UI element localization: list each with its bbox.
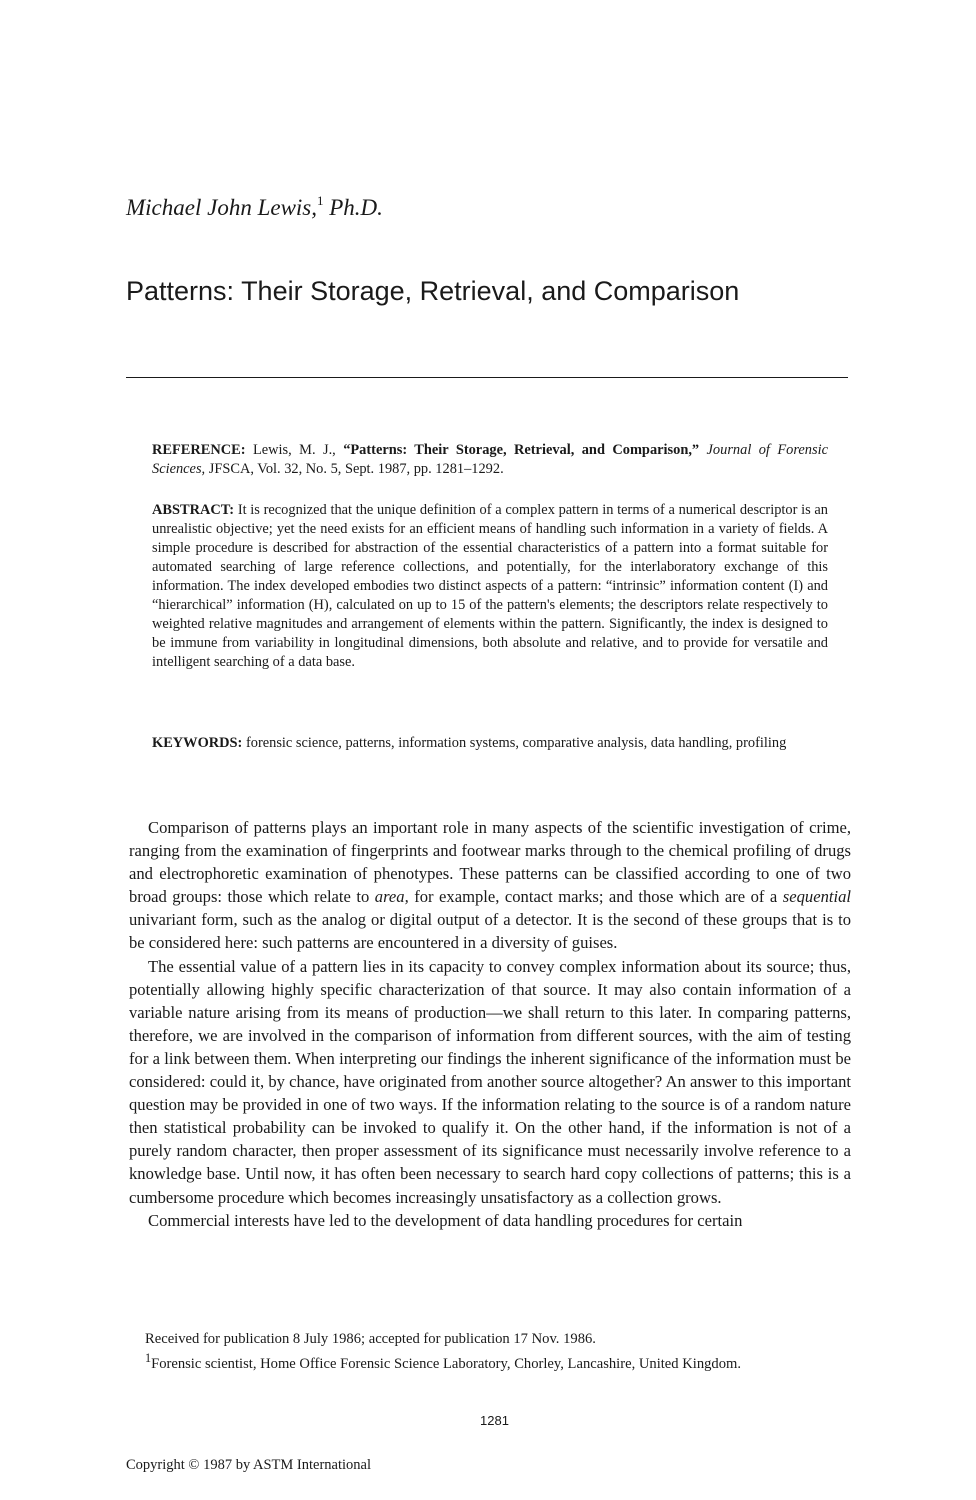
- reference-article-title: “Patterns: Their Storage, Retrieval, and Comparison,”: [343, 442, 700, 458]
- body-text: [129, 816, 851, 1232]
- copyright-notice: Copyright © 1987 by ASTM International: [126, 1457, 372, 1473]
- footnote-affiliation-text: Forensic scientist, Home Office Forensic Science Laboratory, Chorley, Lancashire, United Kingdom.: [151, 1355, 742, 1372]
- keywords-block: [152, 734, 828, 753]
- reference-journal: Journal of Forensic Sciences,: [152, 442, 828, 477]
- footnote-affiliation-mark: 1: [145, 1350, 152, 1365]
- footnotes: [126, 1330, 848, 1373]
- title-divider: [126, 377, 848, 378]
- body-p1-part-b: for example, contact marks; and those which are of a: [414, 887, 778, 907]
- abstract-text: It is recognized that the unique definition of a complex pattern in terms of a numerical descriptor is an unrealistic objective; yet the need exists for an efficient means of handling such information in a variety of fields. A simple procedure is described for abstraction of the essential characteristics of a pattern into a format suitable for automated searching of large reference collections, and potentially, for the interlaboratory exchange of this information. The index developed embodies two distinct aspects of a pattern: “intrinsic” information content (I) and “hierarchical” information (H), calculated on up to 15 of the pattern's elements; the descriptors relate respectively to weighted relative magnitudes and arrangement of elements within the pattern. Significantly, the index is designed to be immune from variability in longitudinal dimensions, both absolute and relative, and to provide for versatile and intelligent searching of a data base.: [152, 502, 828, 670]
- abstract-label: ABSTRACT:: [152, 502, 235, 518]
- body-p1-sequential-emphasis: sequential: [782, 887, 851, 907]
- reference-authors: Lewis, M. J.,: [252, 442, 336, 458]
- page-number: 1281: [480, 1413, 509, 1428]
- reference-label: REFERENCE:: [152, 442, 246, 458]
- reference-details: JFSCA, Vol. 32, No. 5, Sept. 1987, pp. 1281–1292.: [208, 461, 504, 477]
- footnote-received: Received for publication 8 July 1986; accepted for publication 17 Nov. 1986.: [145, 1331, 596, 1347]
- author-degree: Ph.D.: [329, 195, 383, 220]
- author-line: [126, 193, 383, 221]
- body-p1-part-a: Comparison of patterns plays an important role in many aspects of the scientific investigation of crime, ranging from the examination of fingerprints and footwear marks through to the chemical profiling of drugs and electrophoretic examination of phenotypes. These patterns can be classified according to one of two broad groups: those which relate to: [129, 818, 851, 907]
- footnote-affiliation: [126, 1349, 848, 1373]
- author-name: Michael John Lewis,: [126, 195, 317, 220]
- keywords-text: forensic science, patterns, information systems, comparative analysis, data handling, profiling: [245, 735, 787, 751]
- reference-block: [152, 441, 828, 479]
- body-p1-part-c: univariant form, such as the analog or digital output of a detector. It is the second of these groups that is to be considered here: such patterns are encountered in a diversity of guises.: [129, 910, 851, 953]
- body-paragraph-1: [129, 816, 851, 955]
- abstract-block: [152, 501, 828, 672]
- body-paragraph-2: The essential value of a pattern lies in its capacity to convey complex information about its source; thus, potentially allowing highly specific characterization of that source. It may also contain information of a variable nature arising from its means of production—we shall return to this later. In comparing patterns, therefore, we are involved in the comparison of information from different sources, with the aim of testing for a link between them. When interpreting our findings the inherent significance of the information must be considered: could it, by chance, have originated from another source altogether? An answer to this important question may be provided in one of two ways. If the information relating to the source is of a random nature then statistical probability can be invoked to qualify it. On the other hand, if the information is not of a purely random character, then proper assessment of its significance must necessarily involve reference to a knowledge base. Until now, it has often been necessary to search hard copy collections of patterns; this is a cumbersome procedure which becomes increasingly unsatisfactory as a collection grows.: [129, 956, 851, 1207]
- article-title: Patterns: Their Storage, Retrieval, and Comparison: [126, 276, 740, 306]
- keywords-label: KEYWORDS:: [152, 735, 243, 751]
- author-footnote-mark: 1: [317, 193, 324, 208]
- body-p1-area-emphasis: area,: [374, 887, 409, 907]
- body-paragraph-3: Commercial interests have led to the development of data handling procedures for certain: [148, 1210, 743, 1230]
